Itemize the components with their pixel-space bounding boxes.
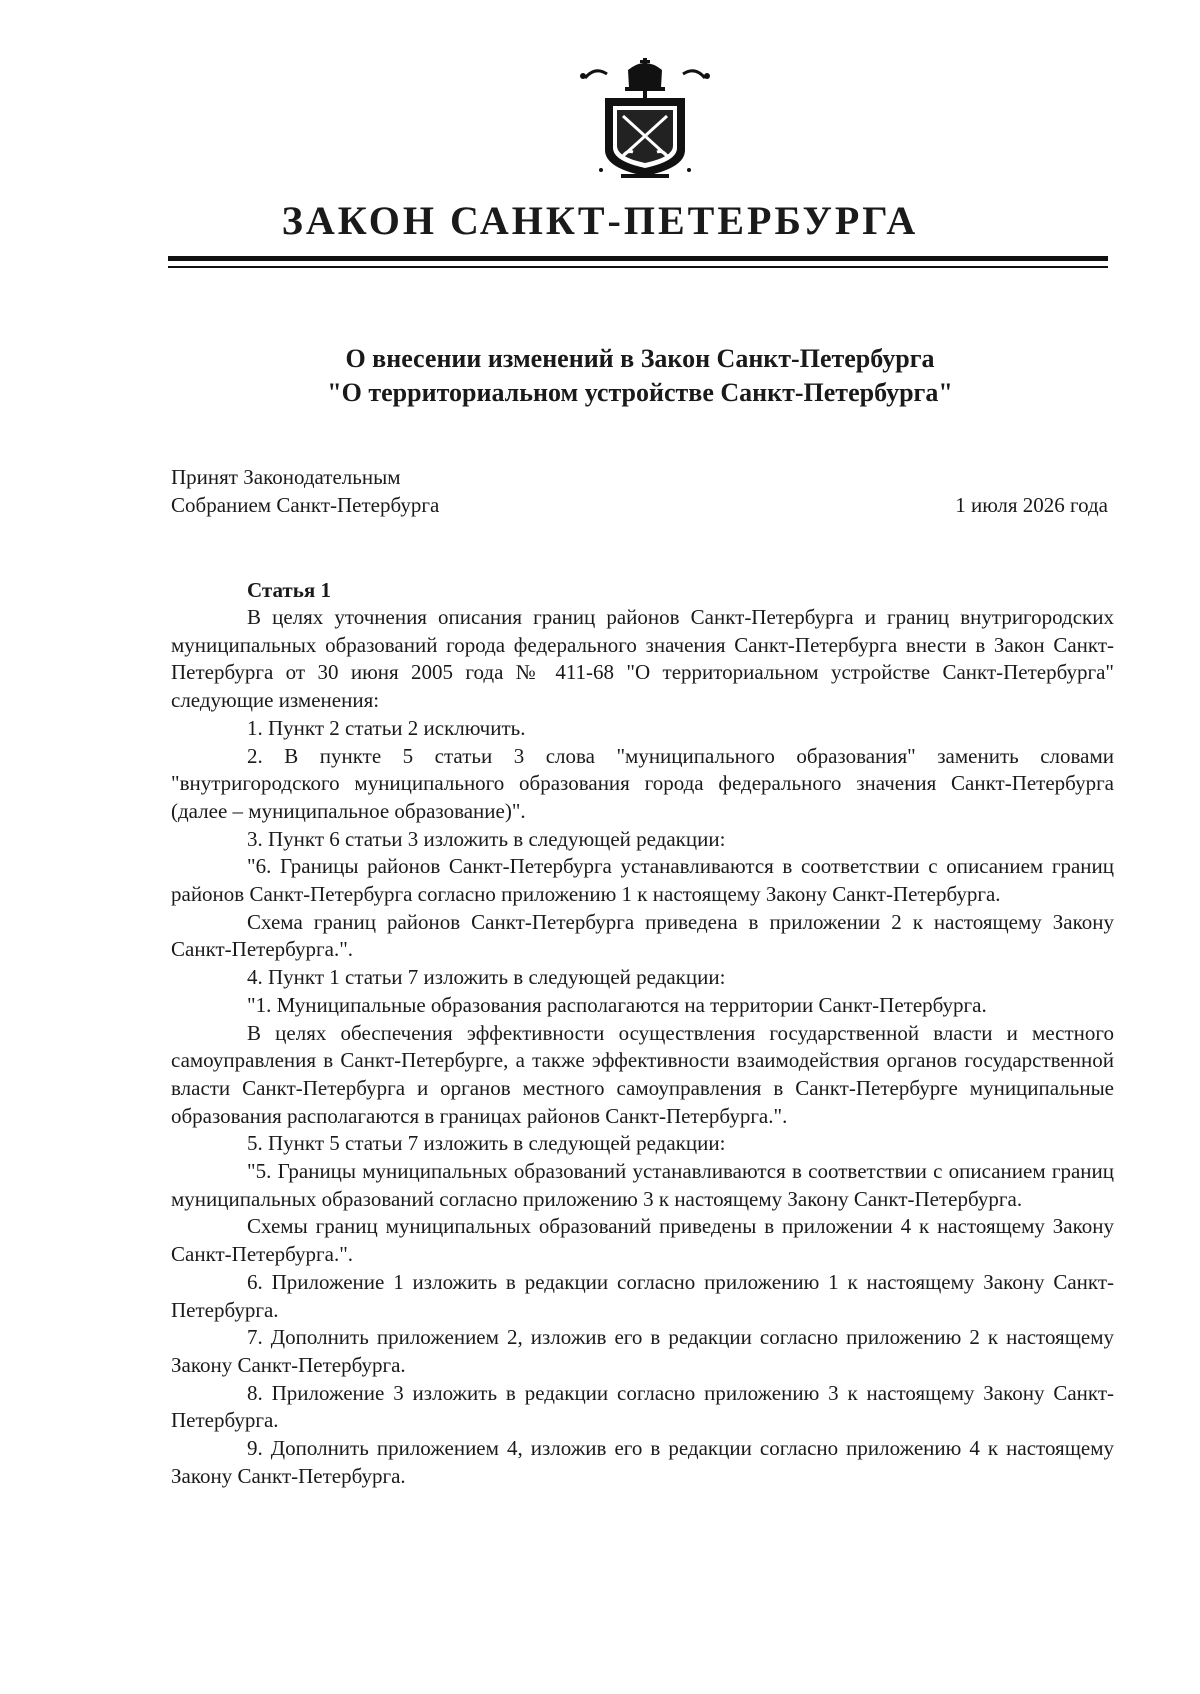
article-paragraph: 1. Пункт 2 статьи 2 исключить. xyxy=(247,715,526,740)
article-paragraph: 2. В пункте 5 статьи 3 слова "муниципального образования" заменить словами "внутригородского муниципального образования города федерального значения Санкт-Петербурга (далее – муниципальное образование)". xyxy=(171,743,1114,823)
article-paragraph: 9. Дополнить приложением 4, изложив его в редакции согласно приложению 4 к настоящему Закону Санкт-Петербурга. xyxy=(171,1436,1114,1488)
header-divider-thin xyxy=(168,266,1108,268)
header-divider-thick xyxy=(168,256,1108,261)
law-subject xyxy=(160,342,1120,410)
article-paragraph: "6. Границы районов Санкт-Петербурга устанавливаются в соответствии с описанием границ районов Санкт-Петербурга согласно приложению 1 к настоящему Закону Санкт-Петербурга. xyxy=(171,854,1114,907)
article-paragraph: 4. Пункт 1 статьи 7 изложить в следующей редакции: xyxy=(247,965,726,990)
article-paragraph: В целях обеспечения эффективности осуществления государственной власти и местного самоуправления в Санкт-Петербурге, а также эффективности взаимодействия органов государственной власти Санкт-Петербурга и органов местного самоуправления в Санкт-Петербурге муниципальные образования располагаются в границах районов Санкт-Петербурга.". xyxy=(171,1020,1114,1128)
article-paragraph: В целях уточнения описания границ районов Санкт-Петербурга и границ внутригородских муниципальных образований города федерального значения Санкт-Петербурга внести в Закон Санкт-Петербурга от 30 июня 2005 года № 411-68 "О территориальном устройстве Санкт-Петербурга" следующие изменения: xyxy=(171,605,1114,713)
article-paragraph: 3. Пункт 6 статьи 3 изложить в следующей редакции: xyxy=(247,826,726,851)
article-paragraph: 5. Пункт 5 статьи 7 изложить в следующей редакции: xyxy=(247,1131,726,1156)
article-paragraph: 8. Приложение 3 изложить в редакции согласно приложению 3 к настоящему Закону Санкт-Петербурга. xyxy=(171,1380,1114,1433)
adoption-note xyxy=(171,463,439,519)
article-paragraph: Схема границ районов Санкт-Петербурга приведена в приложении 2 к настоящему Закону Санкт-Петербурга.". xyxy=(171,909,1114,962)
article-paragraph: "1. Муниципальные образования располагаются на территории Санкт-Петербурга. xyxy=(247,992,987,1017)
saint-petersburg-coat-of-arms-icon xyxy=(565,58,725,186)
adoption-line: Собранием Санкт-Петербурга xyxy=(171,493,440,517)
law-title: ЗАКОН САНКТ-ПЕТЕРБУРГА xyxy=(281,198,919,243)
article-paragraph: "5. Границы муниципальных образований устанавливаются в соответствии с описанием границ муниципальных образований согласно приложению 3 к настоящему Закону Санкт-Петербурга. xyxy=(171,1159,1114,1211)
article-title: Статья 1 xyxy=(247,578,331,602)
article-paragraph: 6. Приложение 1 изложить в редакции согласно приложению 1 к настоящему Закону Санкт-Петербурга. xyxy=(171,1269,1114,1322)
adoption-line: Принят Законодательным xyxy=(171,465,401,489)
adoption-date: 1 июля 2026 года xyxy=(955,493,1108,517)
article-body xyxy=(171,604,1114,1491)
law-subject-line: "О территориальном устройстве Санкт-Петербурга" xyxy=(327,378,953,407)
law-subject-line: О внесении изменений в Закон Санкт-Петербурга xyxy=(345,344,935,373)
article-paragraph: 7. Дополнить приложением 2, изложив его в редакции согласно приложению 2 к настоящему Закону Санкт-Петербурга. xyxy=(171,1325,1114,1377)
article-paragraph: Схемы границ муниципальных образований приведены в приложении 4 к настоящему Закону Санкт-Петербурга.". xyxy=(171,1214,1114,1267)
